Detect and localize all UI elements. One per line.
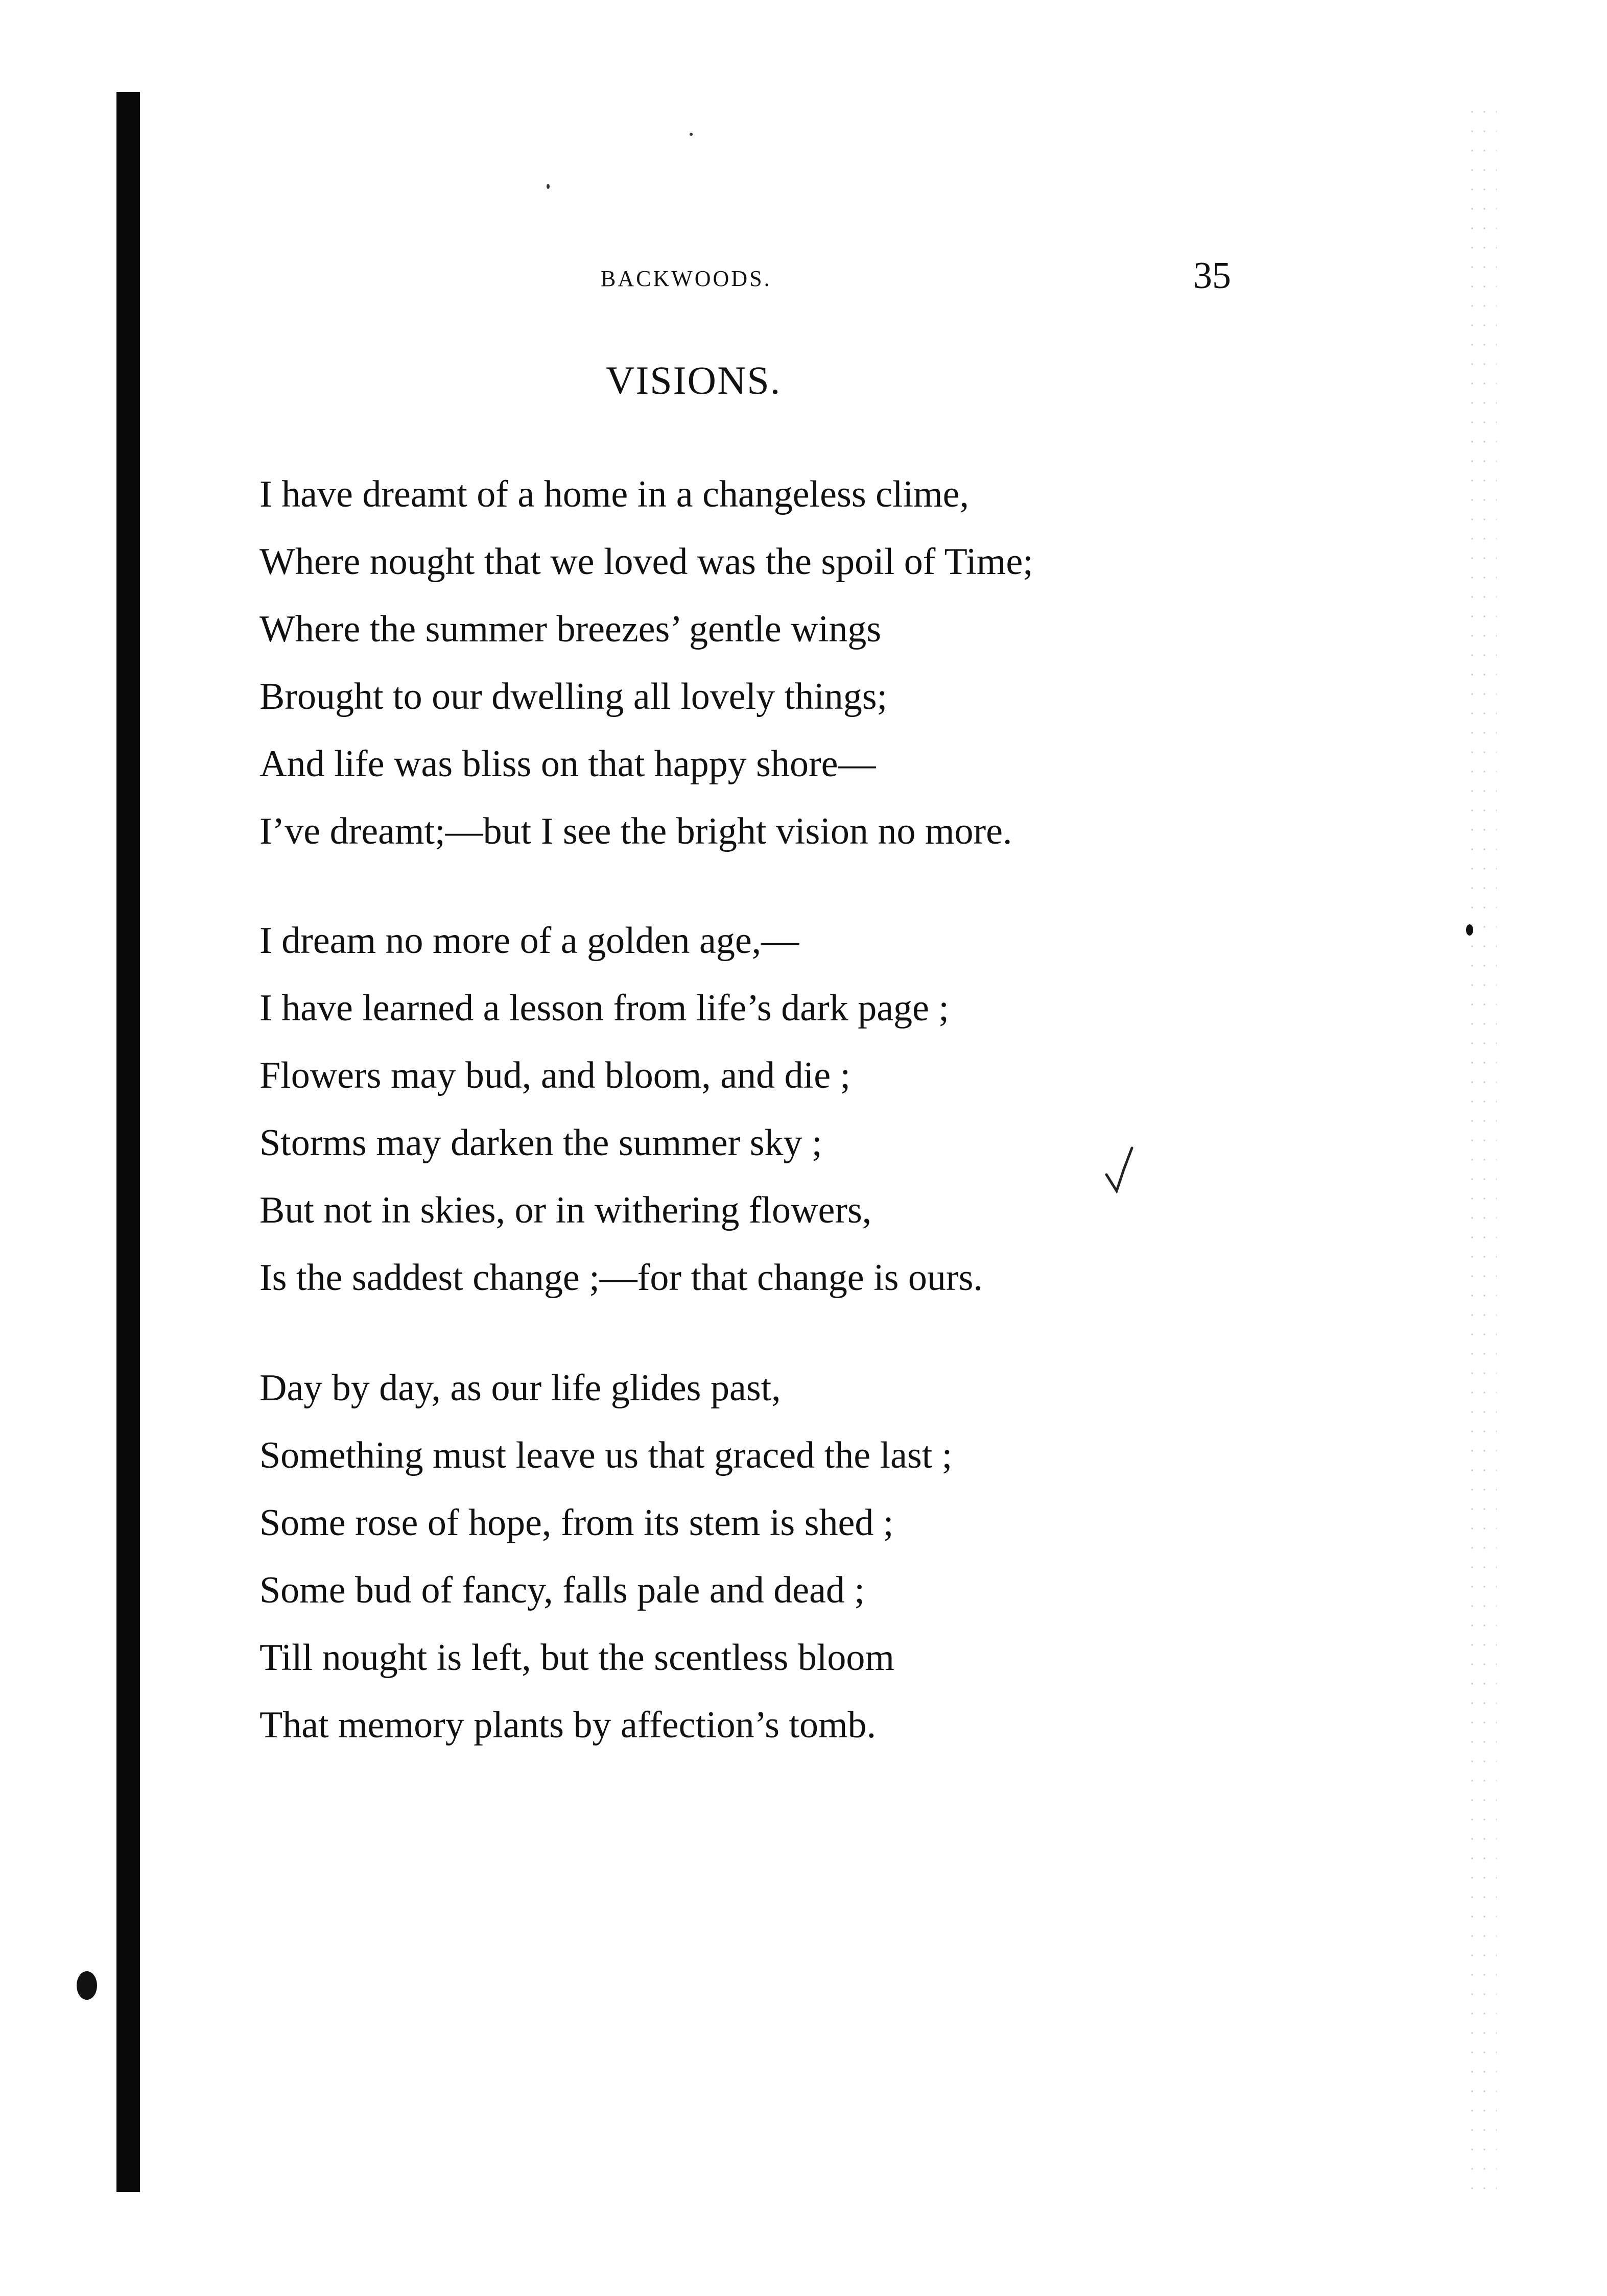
poem-line: Flowers may bud, and bloom, and die ; bbox=[259, 1055, 851, 1096]
poem-line: Where the summer breezes’ gentle wings bbox=[259, 608, 882, 650]
poem-line: That memory plants by affection’s tomb. bbox=[259, 1704, 877, 1746]
poem-line: I’ve dreamt;—but I see the bright vision no more. bbox=[259, 810, 1012, 852]
poem-line: Some rose of hope, from its stem is shed ; bbox=[259, 1502, 894, 1544]
poem-line: Something must leave us that graced the last ; bbox=[259, 1434, 953, 1476]
stanza-1 bbox=[259, 461, 1281, 865]
stanza-2 bbox=[259, 907, 1281, 1311]
poem-line: Day by day, as our life glides past, bbox=[259, 1367, 781, 1409]
poem-line: I have learned a lesson from life’s dark page ; bbox=[259, 987, 949, 1029]
ink-speck bbox=[1466, 924, 1473, 936]
poem-line: And life was bliss on that happy shore— bbox=[259, 743, 876, 785]
poem-line: Where nought that we loved was the spoil of Time; bbox=[259, 541, 1033, 583]
poem-line: Brought to our dwelling all lovely things; bbox=[259, 676, 888, 718]
poem-line: I have dreamt of a home in a changeless clime, bbox=[259, 473, 969, 515]
ink-speck bbox=[690, 133, 693, 136]
page-edge-noise bbox=[1466, 102, 1497, 2196]
poem-line: Storms may darken the summer sky ; bbox=[259, 1122, 822, 1164]
pencil-check-mark bbox=[1103, 1144, 1139, 1200]
poem-line: Is the saddest change ;—for that change is ours. bbox=[259, 1257, 983, 1299]
poem-line: But not in skies, or in withering flowers, bbox=[259, 1189, 872, 1231]
running-head: BACKWOODS. bbox=[601, 266, 772, 291]
poem-line: Some bud of fancy, falls pale and dead ; bbox=[259, 1569, 865, 1611]
binding-shadow bbox=[116, 92, 140, 2192]
page-number: 35 bbox=[1193, 255, 1231, 297]
ink-blot bbox=[77, 1971, 97, 2000]
stanza-3 bbox=[259, 1354, 1281, 1759]
poem-title: VISIONS. bbox=[606, 358, 782, 402]
poem-line: I dream no more of a golden age,— bbox=[259, 920, 799, 962]
poem-line: Till nought is left, but the scentless bloom bbox=[259, 1637, 894, 1679]
ink-speck bbox=[547, 184, 550, 189]
